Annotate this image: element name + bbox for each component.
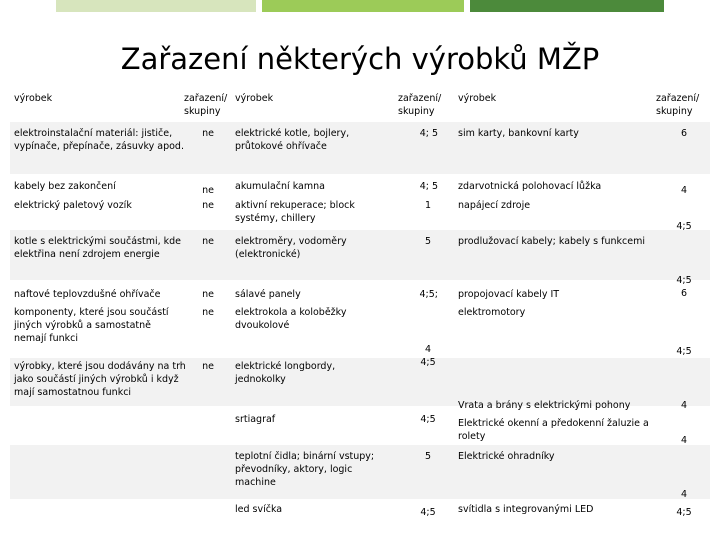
left-row-product: výrobky, které jsou dodávány na trh jako součástí jiných výrobků i když mají samostatnou funkci — [14, 361, 186, 398]
middle-row-group: 4 4;5 — [420, 344, 436, 368]
right-row-group: 4;5 6 — [676, 275, 692, 299]
middle-row-group: 1 — [424, 200, 432, 211]
right-row-product: propojovací kabely IT — [458, 289, 560, 300]
middle-header-group: zařazení/ skupiny — [398, 93, 442, 117]
right-row-group: 4;5 — [676, 507, 692, 518]
right-row-group: 4 — [680, 400, 688, 411]
right-header-product: výrobek — [458, 93, 497, 104]
left-header-group: zařazení/ skupiny — [184, 93, 228, 117]
middle-row-group: 4; 5 — [419, 181, 438, 192]
middle-row-product: elektrické kotle, bojlery, průtokové ohřívače — [235, 128, 350, 152]
right-row-product: Elektrické ohradníky — [458, 451, 555, 462]
middle-row-group: 5 — [424, 451, 432, 462]
middle-header-product: výrobek — [235, 93, 274, 104]
left-row-product: elektrický paletový vozík — [14, 200, 132, 211]
middle-row-group: 4;5 — [420, 507, 436, 518]
right-row-group: 4;5 — [676, 346, 692, 357]
right-row-product: elektromotory — [458, 307, 526, 318]
left-row-product: kotle s elektrickými součástmi, kde elektřina není zdrojem energie — [14, 236, 182, 260]
right-row-product: Vrata a brány s elektrickými pohony — [458, 400, 631, 411]
middle-row-product: elektrokola a koloběžky dvoukolové — [235, 307, 347, 331]
middle-row-product: teplotní čidla; binární vstupy; převodníky, aktory, logic machine — [235, 451, 375, 488]
left-row-group: ne — [202, 289, 214, 300]
middle-row-group: 4; 5 — [419, 128, 438, 139]
middle-row-group: 4;5; — [419, 289, 438, 300]
left-row-group: ne — [202, 361, 214, 372]
left-header-product: výrobek — [14, 93, 53, 104]
page-title: Zařazení některých výrobků MŽP — [120, 42, 600, 76]
header-bar-light — [56, 0, 256, 12]
left-row-group: ne — [202, 307, 214, 318]
left-row-group: ne — [202, 236, 214, 247]
right-row-group: 4 — [680, 489, 688, 500]
left-row-group: ne — [202, 185, 214, 196]
header-bar-dark — [470, 0, 664, 12]
right-header-group: zařazení/ skupiny — [656, 93, 700, 117]
right-row-product: Elektrické okenní a předokenní žaluzie a rolety — [458, 418, 649, 442]
left-row-product: kabely bez zakončení — [14, 181, 116, 192]
middle-row-product: akumulační kamna — [235, 181, 325, 192]
left-row-product: komponenty, které jsou součástí jiných výrobků a samostatně nemají funkci — [14, 307, 169, 344]
middle-row-product: srtiagraf — [235, 414, 276, 425]
middle-row-group: 5 — [424, 236, 432, 247]
right-row-product: sim karty, bankovní karty — [458, 128, 579, 139]
middle-row-product: elektroměry, vodoměry (elektronické) — [235, 236, 347, 260]
right-row-group: 4 — [680, 185, 688, 196]
right-row-product: zdarvotnická polohovací lůžka — [458, 181, 602, 192]
right-row-group: 4 — [680, 435, 688, 446]
middle-row-product: aktivní rekuperace; block systémy, chillery — [235, 200, 355, 224]
left-row-group: ne — [202, 200, 214, 211]
middle-row-group: 4;5 — [420, 414, 436, 425]
middle-row-product: sálavé panely — [235, 289, 301, 300]
left-row-group: ne — [202, 128, 214, 139]
middle-row-product: led svíčka — [235, 504, 283, 515]
middle-row-product: elektrické longbordy, jednokolky — [235, 361, 336, 385]
right-row-product: napájecí zdroje — [458, 200, 531, 211]
left-row-product: naftové teplovzdušné ohřívače — [14, 289, 161, 300]
header-bar-medium — [262, 0, 464, 12]
right-row-product: prodlužovací kabely; kabely s funkcemi — [458, 236, 645, 247]
right-row-group: 4;5 — [676, 221, 692, 232]
right-row-product: svítidla s integrovanými LED — [458, 504, 594, 515]
right-row-group: 6 — [680, 128, 688, 139]
left-row-product: elektroinstalační materiál: jističe, vypínače, přepínače, zásuvky apod. — [14, 128, 184, 152]
